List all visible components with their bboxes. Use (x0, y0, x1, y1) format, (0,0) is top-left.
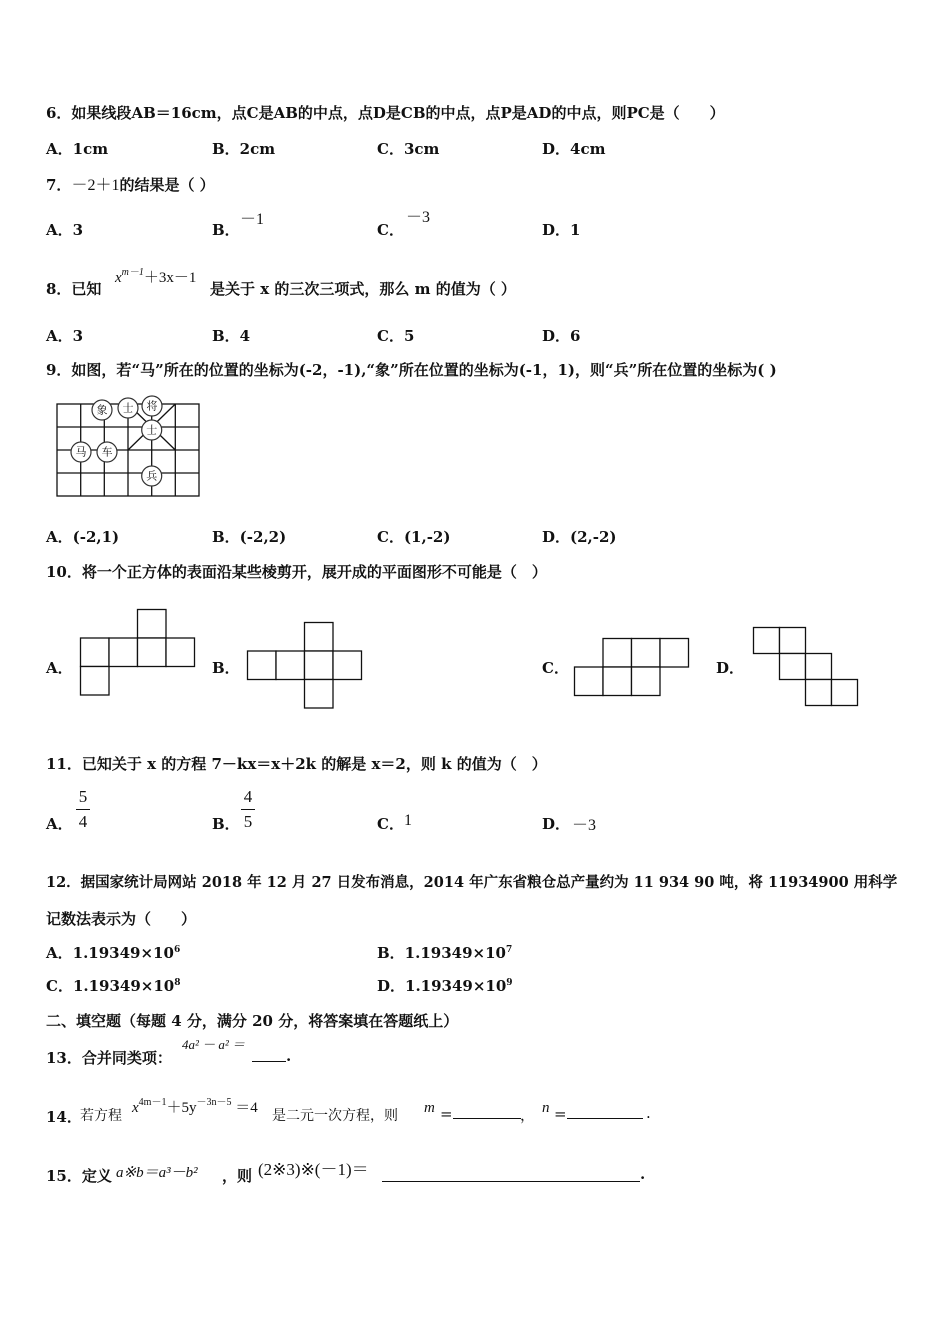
q10-net-c (574, 638, 692, 700)
svg-text:士: 士 (122, 401, 134, 415)
q14-n-answer-blank[interactable]: = (554, 1102, 643, 1123)
q9-piece-ma (71, 442, 91, 462)
q13-answer-blank[interactable] (252, 1045, 286, 1066)
q13-period: . (286, 1047, 292, 1065)
q9-option-a: A．(-2,1) (46, 528, 120, 546)
q9-chessboard-figure (56, 399, 202, 499)
q10-option-d-label: D． (716, 659, 745, 677)
svg-text:士: 士 (146, 423, 158, 437)
q14-prefix: 若方程 (80, 1108, 122, 1124)
q12-option-b: B．$1.19349\times 10^7$ (377, 944, 513, 962)
q11-option-c-label: C． (377, 815, 404, 833)
q9-piece-shi-center (142, 420, 162, 440)
q7-option-b-value: －1 (240, 211, 265, 228)
q6-stem: 6．如果线段AB＝16cm，点C是AB的中点，点D是CB的中点，点P是AD的中点，则PC是（ ） (46, 104, 725, 122)
q15-definition: a※b＝a³－b² (116, 1165, 198, 1181)
q14-comma: ， (520, 1106, 536, 1124)
q7-expression: －2＋1 (71, 177, 120, 194)
q8-option-c: C．5 (377, 327, 415, 345)
q9-piece-jiang (142, 396, 162, 416)
svg-text:将: 将 (146, 399, 158, 413)
q13-stem: 13．合并同类项： (46, 1049, 172, 1067)
q7-option-d: D．1 (542, 221, 581, 239)
q10-option-a-label: A． (46, 659, 73, 677)
section-fill-in-heading: 二、填空题（每题 4 分，满分 20 分，将答案填在答题纸上） (46, 1012, 459, 1030)
q15-period: . (640, 1165, 646, 1183)
q9-option-d: D．(2,-2) (542, 528, 617, 546)
q15-answer-blank[interactable] (382, 1163, 640, 1186)
q12-option-c: C．$1.19349\times 10^8$ (46, 977, 181, 995)
q9-stem: 9．如图，若“马”所在的位置的坐标为(-2，-1),“象”所在位置的坐标为(-1，1)，则“兵”所在位置的坐标为( ) (46, 361, 777, 379)
q12-stem-line2: 记数法表示为（ ） (46, 910, 197, 928)
q12-stem-line1: 12．据国家统计局网站 2018 年 12 月 27 日发布消息，2014 年广东省粮仓总产量约为 11 934 90 吨，将 11934900 用科学 (46, 874, 898, 891)
q9-option-c: C．(1,-2) (377, 528, 451, 546)
q14-number: 14． (46, 1108, 82, 1126)
q9-option-b: B．(-2,2) (212, 528, 287, 546)
q9-piece-che (97, 442, 117, 462)
q14-equation: $x^{4m-1}+5y^{-3n-5} =4$ (132, 1097, 258, 1116)
q11-option-b-label: B． (212, 815, 240, 833)
q7-stem-tail: 的结果是（ ） (119, 176, 215, 194)
q9-piece-bing (142, 466, 162, 486)
q14-middle-text: 是二元一次方程，则 (272, 1108, 398, 1124)
q8-expression: $x^{m-1}+3x-1$ (115, 267, 197, 286)
q7-number: 7． (46, 176, 72, 194)
q6-option-c: C．3cm (377, 140, 440, 158)
q11-option-b-fraction: 4 5 (241, 787, 255, 832)
q12-option-d: D．$1.19349\times 10^9$ (377, 977, 513, 995)
q14-period: . (646, 1104, 651, 1122)
q12-option-a: A．$1.19349\times 10^6$ (46, 944, 181, 962)
q7-stem (46, 172, 215, 195)
q11-option-a-label: A． (46, 815, 73, 833)
svg-text:马: 马 (75, 445, 87, 459)
q15-then: ，则 (222, 1167, 253, 1185)
q9-piece-shi-top (118, 398, 138, 418)
q8-option-d: D．6 (542, 327, 581, 345)
q10-net-d (753, 627, 863, 709)
q13-expression: 4a² － a² ＝ (182, 1037, 246, 1052)
q7-option-a: A．3 (46, 221, 84, 239)
q6-option-d: D．4cm (542, 140, 606, 158)
q10-stem: 10．将一个正方体的表面沿某些棱剪开，展开成的平面图形不可能是（ ） (46, 563, 547, 581)
q11-option-d-value: －3 (572, 817, 597, 834)
q11-option-c-value: 1 (404, 812, 412, 829)
q8-stem-tail: 是关于 x 的三次三项式，那么 m 的值为（ ） (210, 280, 516, 298)
q6-option-a: A．1cm (46, 140, 109, 158)
q11-option-a-fraction: 5 4 (76, 787, 90, 832)
q11-stem: 11．已知关于 x 的方程 7－kx＝x＋2k 的解是 x＝2，则 k 的值为（ ） (46, 755, 547, 773)
q8-number: 8．已知 (46, 280, 102, 298)
q9-piece-xiang (92, 400, 112, 420)
q15-number: 15．定义 (46, 1167, 112, 1185)
svg-text:车: 车 (101, 445, 113, 459)
q10-net-b (247, 622, 365, 712)
q7-option-c-label: C． (377, 221, 404, 239)
q14-var-m: m (424, 1100, 435, 1116)
q6-option-b: B．2cm (212, 140, 276, 158)
q10-option-b-label: B． (212, 659, 240, 677)
q10-option-c-label: C． (542, 659, 569, 677)
q7-option-b-label: B． (212, 221, 240, 239)
q11-option-d-label: D． (542, 815, 571, 833)
svg-text:兵: 兵 (146, 469, 158, 483)
q10-net-a (80, 609, 198, 699)
q7-option-c-value: －3 (406, 209, 431, 226)
q8-option-b: B．4 (212, 327, 251, 345)
q14-var-n: n (542, 1100, 550, 1116)
svg-text:象: 象 (96, 403, 108, 417)
q8-option-a: A．3 (46, 327, 84, 345)
q14-m-answer-blank[interactable]: = (440, 1102, 521, 1123)
q15-expression: (2※3)※(－1)＝ (258, 1160, 369, 1179)
